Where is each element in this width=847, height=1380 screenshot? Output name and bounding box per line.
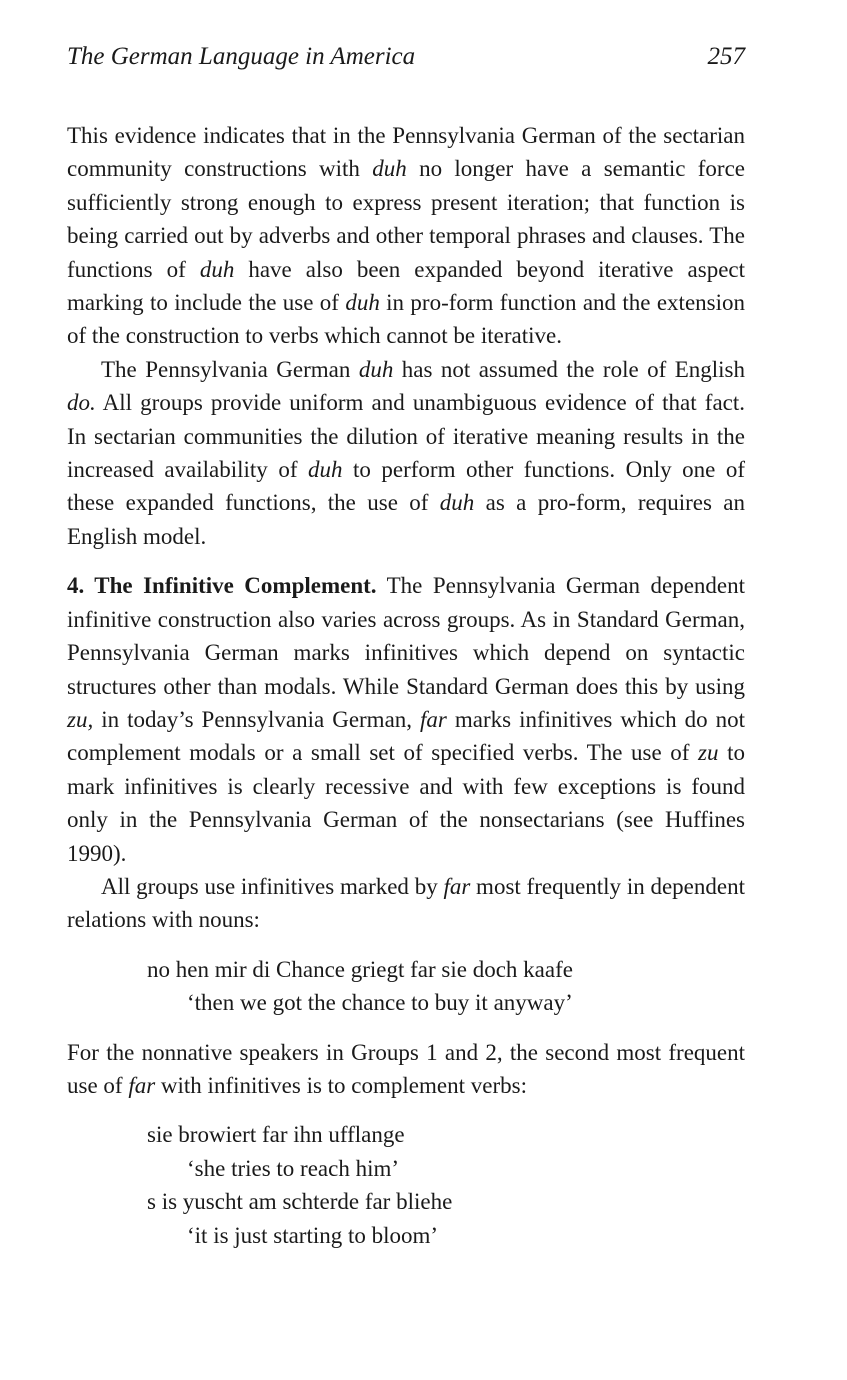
example-gloss: ‘it is just starting to bloom’ — [187, 1222, 439, 1248]
text-run: All groups provide uniform and unambiguous evidence of that fact. In sectarian communities the dilution of iterative meaning results in the increased availability of — [67, 390, 745, 483]
italic-term: duh — [439, 490, 475, 516]
example-line: s is yuscht am schterde far bliehe — [147, 1189, 453, 1215]
paragraph-infinitive-complement — [67, 569, 745, 870]
text-run: with infinitives is to complement verbs: — [155, 1072, 527, 1098]
text-run: For the nonnative speakers in Groups 1 and 2, the second most frequent use of — [67, 1039, 745, 1098]
text-run: This evidence indicates that in the Pennsylvania German of the sectarian community constructions with — [67, 123, 745, 182]
page-number: 257 — [707, 43, 745, 70]
italic-term: far — [443, 873, 471, 899]
running-header — [67, 40, 745, 74]
italic-term: duh — [307, 457, 343, 483]
text-run: The Pennsylvania German dependent infinitive construction also varies across groups. As in Standard German, Pennsylvania German marks infinitives which depend on syntactic structures other than modals. While Standard German does this by using — [67, 573, 745, 699]
text-run: All groups use infinitives marked by — [101, 873, 444, 899]
italic-term: far — [420, 706, 447, 732]
italic-term: duh — [345, 290, 380, 316]
paragraph-evidence — [67, 119, 745, 353]
example-line: no hen mir di Chance griegt far sie doch kaafe — [147, 956, 573, 982]
italic-term: far — [128, 1072, 156, 1098]
text-run: marks infinitives which do not complement modals or a small set of specified verbs. The use of — [67, 706, 745, 766]
page-body — [67, 119, 745, 1252]
text-run: to mark infinitives is clearly recessive and with few exceptions is found only in the Pennsylvania German of the nonsectarians (see Huffines 1990). — [67, 740, 745, 866]
text-run: has not assumed the role of English — [393, 356, 745, 382]
example-gloss: ‘she tries to reach him’ — [187, 1155, 400, 1181]
example-line: sie browiert far ihn ufflange — [147, 1122, 405, 1148]
paragraph-noun-relations — [67, 870, 745, 937]
paragraph-duh-role — [67, 353, 745, 553]
example-gloss: ‘then we got the chance to buy it anyway’ — [187, 990, 573, 1016]
text-run: have also been expanded beyond iterative aspect marking to include the use of — [67, 256, 745, 316]
example-block — [67, 953, 745, 1020]
italic-term: do. — [67, 390, 96, 416]
text-run: The Pennsylvania German — [101, 356, 359, 382]
text-run: to perform other functions. Only one of these expanded functions, the use of — [67, 457, 745, 516]
text-run: no longer have a semantic force sufficiently strong enough to express present iteration; that function is being carried out by adverbs and other temporal phrases and clauses. The functions of — [67, 156, 745, 282]
text-run: most frequently in dependent relations with nouns: — [67, 873, 745, 933]
text-run: in pro-form function and the extension of the construction to verbs which cannot be iterative. — [67, 290, 745, 349]
text-run: as a pro-form, requires an English model. — [67, 490, 745, 549]
example-block — [67, 1118, 745, 1252]
italic-term: duh — [372, 156, 407, 182]
paragraph-nonnative — [67, 1036, 745, 1103]
italic-term: zu, — [67, 706, 94, 732]
italic-term: zu — [698, 740, 719, 766]
section-heading: 4. The Infinitive Complement. — [67, 573, 377, 599]
italic-term: duh — [358, 356, 394, 382]
italic-term: duh — [199, 256, 235, 282]
text-run: in today’s Pennsylvania German, — [93, 706, 421, 732]
running-title: The German Language in America — [67, 43, 416, 70]
